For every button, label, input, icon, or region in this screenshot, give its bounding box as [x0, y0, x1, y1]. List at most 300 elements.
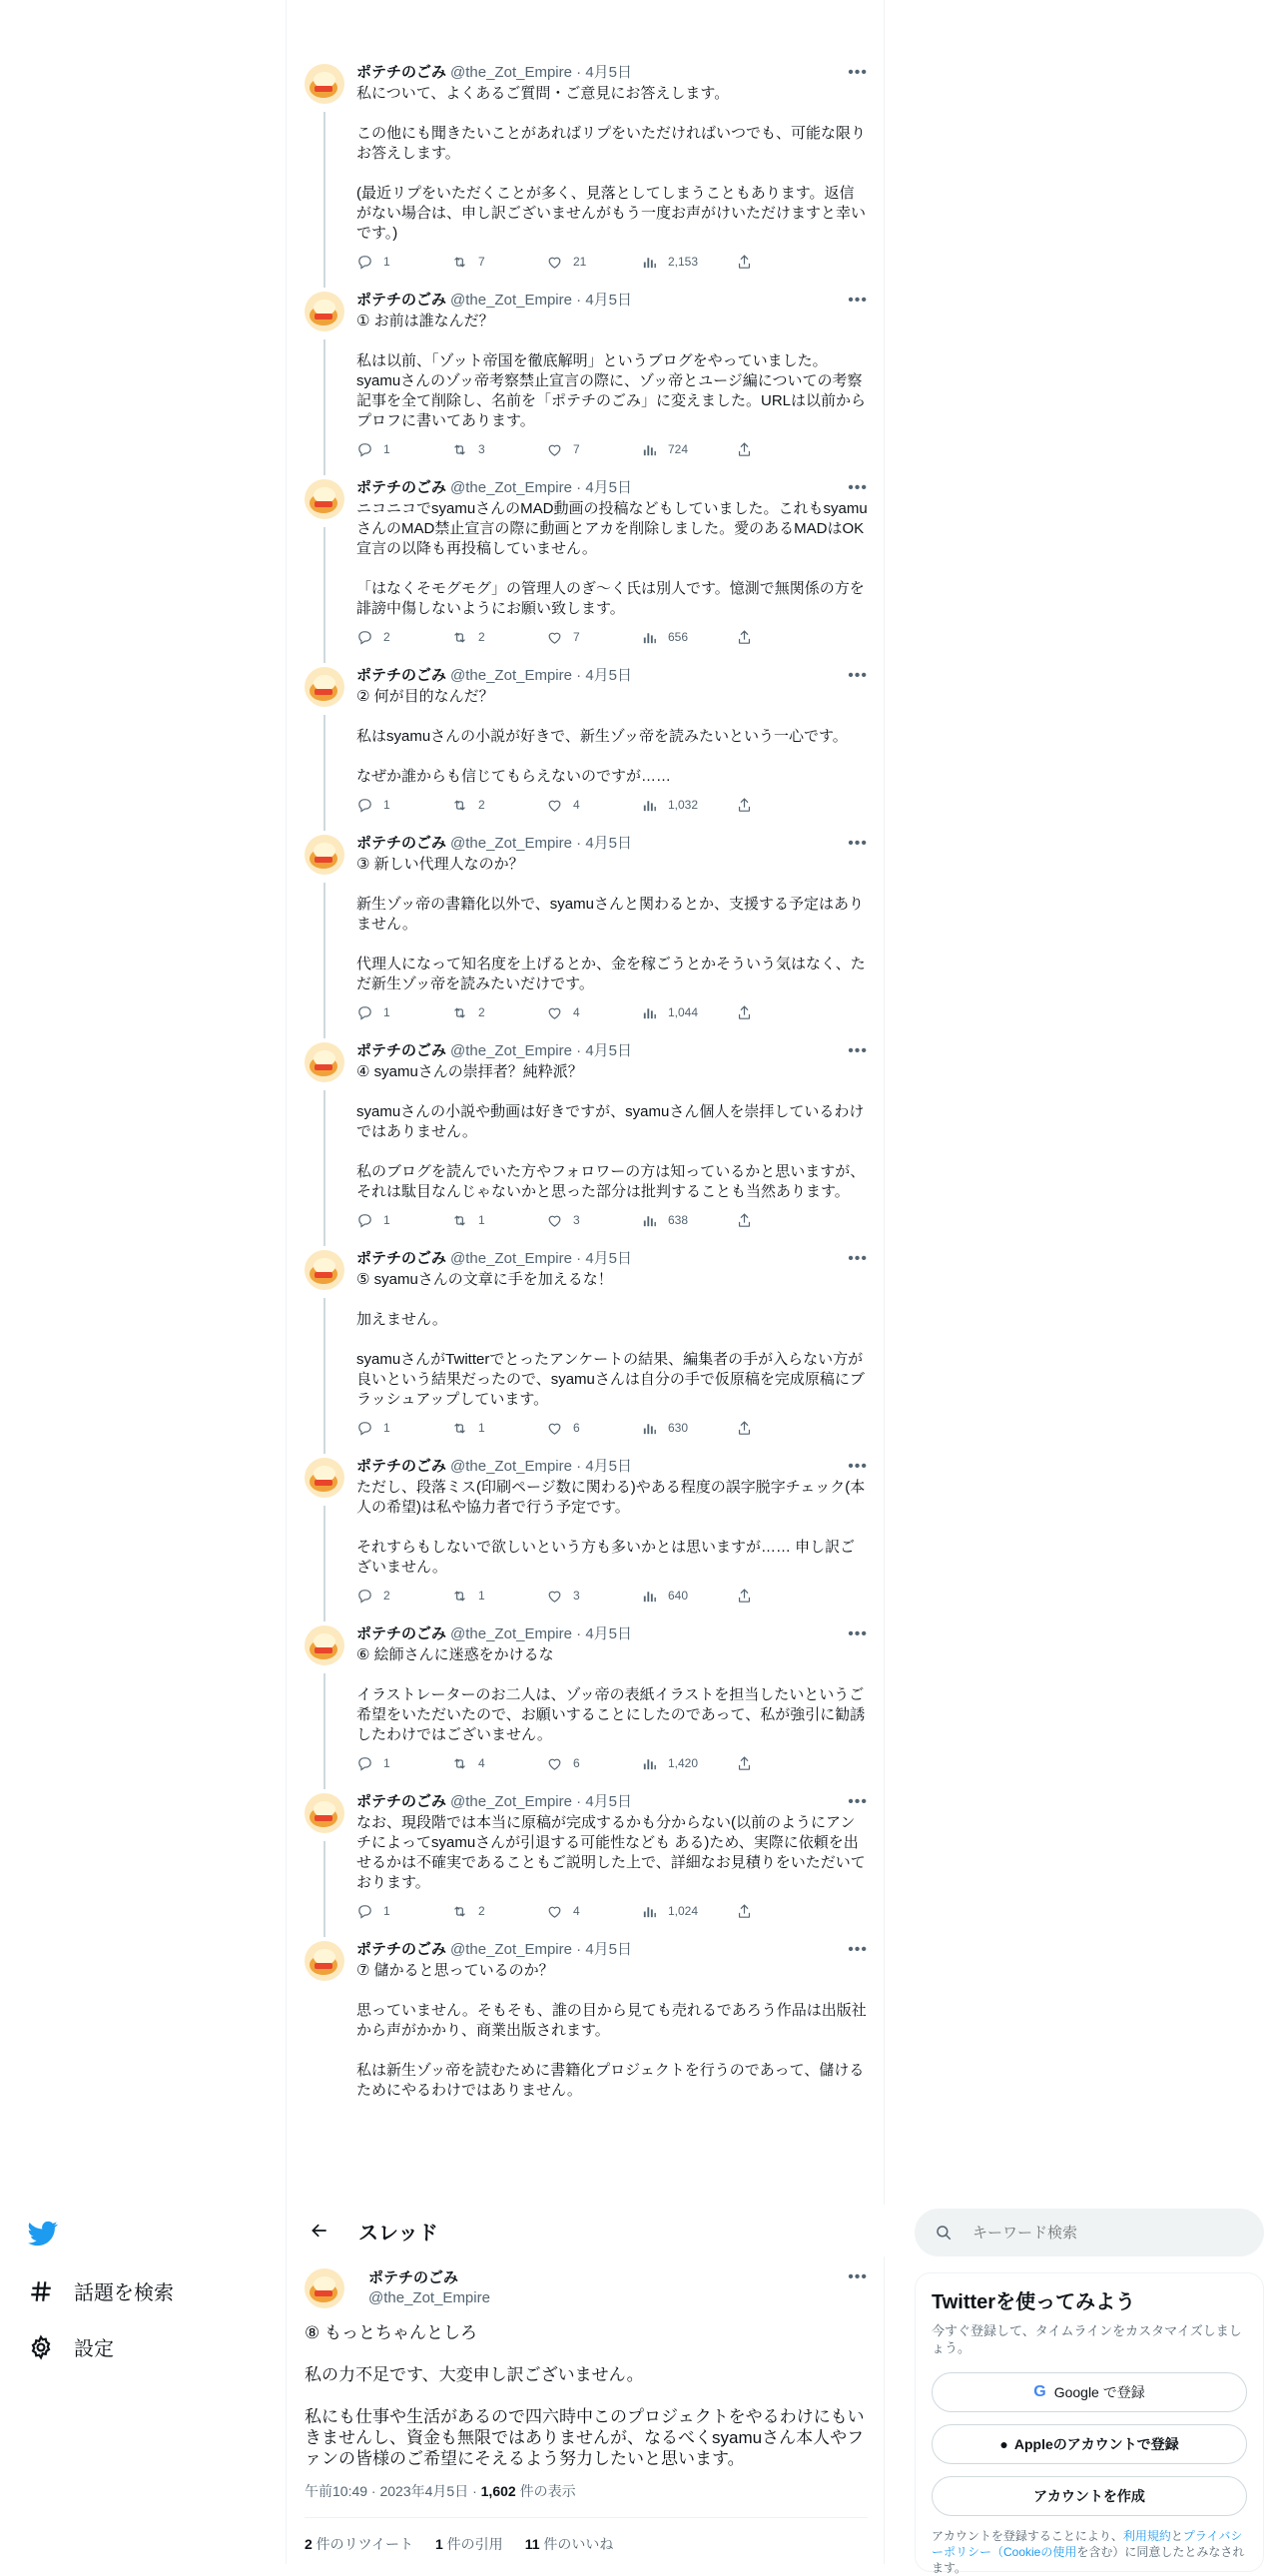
author-handle[interactable]: @the_Zot_Empire: [450, 292, 572, 309]
tweet-text: ⑧ もっとちゃんとしろ 私の力不足です、大変申し訳ございません。 私にも仕事や生活があるので四六時中このプロジェクトをやるわけにもいきませんし、資金も無限ではありませんが、なるべくsyamuさん本人やファンの皆様のご希望にそえるよう努力したいと思います。: [305, 2323, 865, 2468]
thread-connector: [323, 1506, 325, 1621]
tweet-text: ③ 新しい代理人なのか？ 新生ゾッ帝の書籍化以外で、syamuさんと関わるとか、支援する予定はありません。 代理人になって知名度を上げるとか、金を稼ごうとかそういう気はなく、ただ新生ゾッ帝を読みたいだけです。: [356, 856, 866, 992]
view-count: 724: [668, 442, 689, 456]
tweet-text: ニコニコでsyamuさんのMAD動画の投稿などもしていました。これもsyamuさんのMAD禁止宣言の際に動画とアカを削除しました。愛のあるMADはOK宣言の以降も再投稿していません。 「はなくそモグモグ」の管理人のぎ～く氏は別人です。憶測で無関係の方を誹謗中傷しないようにお願い致します。: [356, 500, 868, 617]
tweet-text: ② 何が目的なんだ？ 私はsyamuさんの小説が好きで、新生ゾッ帝を読みたいという一心です。 なぜか誰からも信じてもらえないのですが……: [356, 688, 848, 785]
reply-icon: [356, 1755, 373, 1772]
avatar[interactable]: [305, 1250, 344, 1290]
analytics-icon: [641, 441, 658, 458]
share-icon: [736, 1004, 753, 1021]
tweet[interactable]: [287, 280, 886, 467]
reply-count: 1: [383, 1213, 390, 1227]
reply-button[interactable]: [356, 1004, 451, 1021]
reply-button[interactable]: [356, 1420, 451, 1437]
tweet[interactable]: [287, 52, 886, 280]
google-icon: G: [1033, 2383, 1046, 2400]
tweet-text: ただし、段落ミス(印刷ページ数に関わる)やある程度の誤字脱字チェック(本人の希望)は私や協力者で行う予定です。 それすらもしないで欲しいという方も多いかとは思いますが…… 申し訳ございません。: [356, 1479, 866, 1576]
retweet-count: 1: [478, 1213, 485, 1227]
share-button[interactable]: [736, 1004, 776, 1021]
reply-count: 2: [383, 1589, 390, 1603]
author-handle[interactable]: @the_Zot_Empire: [450, 1042, 572, 1059]
share-icon: [736, 1755, 753, 1772]
tweet-date[interactable]: 4月5日: [585, 64, 632, 81]
view-count: 2,153: [668, 255, 699, 269]
tweet[interactable]: [287, 1238, 886, 1446]
author-name[interactable]: ポテチのごみ: [356, 1458, 447, 1475]
analytics-icon: [641, 1755, 658, 1772]
share-icon: [736, 629, 753, 646]
like-button[interactable]: [546, 1212, 641, 1229]
thread-header: [287, 2205, 886, 2256]
like-count: 7: [573, 442, 580, 456]
avatar-image: [305, 1042, 344, 1082]
quotes-label: 件の引用: [442, 2536, 503, 2552]
gear-icon: [28, 2334, 54, 2360]
reply-icon: [356, 1903, 373, 1920]
author-name[interactable]: ポテチのごみ: [356, 479, 447, 496]
views-button[interactable]: [641, 797, 736, 814]
retweet-button[interactable]: [451, 1004, 546, 1021]
reply-button[interactable]: [356, 1212, 451, 1229]
author-handle[interactable]: @the_Zot_Empire: [368, 2289, 490, 2306]
heart-icon: [546, 1212, 563, 1229]
nav-explore[interactable]: [28, 2276, 174, 2305]
tweet-text: ⑦ 儲かると思っているのか？ 思っていません。そもそも、誰の目から見ても売れるであろう作品は出版社から声がかかり、商業出版されます。 私は新生ゾッ帝を読むために書籍化プロジェクトを行うのであって、儲けるためにやるわけではありません。: [356, 1962, 867, 2099]
retweet-button[interactable]: [451, 441, 546, 458]
share-button[interactable]: [736, 1212, 776, 1229]
apple-icon: ●: [999, 2436, 1008, 2452]
more-icon[interactable]: •••: [848, 2268, 868, 2285]
author-name[interactable]: ポテチのごみ: [356, 1793, 447, 1810]
dot-separator: ·: [571, 1793, 586, 1810]
like-button[interactable]: [546, 797, 641, 814]
like-button[interactable]: [546, 1755, 641, 1772]
retweets-count: 2: [305, 2536, 313, 2552]
tweet-date[interactable]: 4月5日: [585, 667, 632, 684]
apple-signup-label: Appleのアカウントで登録: [1013, 2436, 1179, 2452]
author-handle[interactable]: @the_Zot_Empire: [450, 667, 572, 684]
share-button[interactable]: [736, 254, 776, 271]
heart-icon: [546, 254, 563, 271]
time-text[interactable]: 午前10:49 · 2023年4月5日 ·: [305, 2483, 481, 2499]
tweet-text: ⑥ 絵師さんに迷惑をかけるな イラストレーターのお二人は、ゾッ帝の表紙イラストを担当したいというご希望をいただいたので、お願いすることにしたのであって、私が強引に勧誘したわけではございません。: [356, 1646, 866, 1743]
thread-connector: [323, 339, 325, 475]
retweet-icon: [451, 1420, 468, 1437]
tweet-actions: [356, 1901, 868, 1921]
heart-icon: [546, 441, 563, 458]
reply-count: 1: [383, 1421, 390, 1435]
thread-connector: [323, 883, 325, 1038]
create-account-button[interactable]: [932, 2476, 1247, 2516]
retweet-button[interactable]: [451, 797, 546, 814]
retweet-icon: [451, 1588, 468, 1605]
retweet-icon: [451, 629, 468, 646]
apple-signup-button[interactable]: [932, 2424, 1247, 2464]
heart-icon: [546, 1903, 563, 1920]
reply-icon: [356, 1212, 373, 1229]
more-icon[interactable]: •••: [848, 1250, 868, 1267]
thread-list: [287, 52, 886, 2205]
view-count: 1,032: [668, 798, 699, 812]
twitter-bird-icon[interactable]: [28, 2219, 58, 2249]
author-handle[interactable]: @the_Zot_Empire: [450, 1793, 572, 1810]
retweet-count: 4: [478, 1756, 485, 1770]
retweet-button[interactable]: [451, 1212, 546, 1229]
tweet-actions: [356, 1586, 868, 1606]
terms-mid: と: [1170, 2529, 1183, 2543]
avatar-image: [305, 2268, 344, 2308]
author-handle[interactable]: @the_Zot_Empire: [450, 1941, 572, 1958]
share-button[interactable]: [736, 441, 776, 458]
share-icon: [736, 1212, 753, 1229]
avatar-image: [305, 667, 344, 707]
dot-separator: ·: [571, 64, 586, 81]
retweet-button[interactable]: [451, 254, 546, 271]
like-count: 3: [573, 1589, 580, 1603]
views-button[interactable]: [641, 1755, 736, 1772]
view-count: 630: [668, 1421, 689, 1435]
avatar-image: [305, 292, 344, 331]
share-button[interactable]: [736, 797, 776, 814]
avatar[interactable]: [305, 1458, 344, 1498]
views-button[interactable]: [641, 1004, 736, 1021]
tweet-actions: [356, 1418, 868, 1438]
right-sidebar: [915, 2205, 1264, 2575]
more-icon[interactable]: •••: [848, 479, 868, 496]
terms-link[interactable]: 利用規約: [1122, 2529, 1171, 2543]
tweet[interactable]: [287, 655, 886, 823]
nav-explore-label: 話題を検索: [74, 2282, 174, 2304]
like-button[interactable]: [546, 1004, 641, 1021]
avatar[interactable]: [305, 667, 344, 707]
heart-icon: [546, 1420, 563, 1437]
analytics-icon: [641, 629, 658, 646]
reply-count: 1: [383, 1005, 390, 1019]
reply-button[interactable]: [356, 1903, 451, 1920]
tweet[interactable]: [287, 467, 886, 655]
author-name[interactable]: ポテチのごみ: [356, 1941, 447, 1958]
analytics-icon: [641, 254, 658, 271]
thread-connector: [323, 527, 325, 663]
heart-icon: [546, 797, 563, 814]
author-name[interactable]: ポテチのごみ: [356, 667, 447, 684]
tweet-date[interactable]: 4月5日: [585, 292, 632, 309]
tweet[interactable]: [287, 1781, 886, 1929]
center-column: [286, 0, 885, 2564]
author-name[interactable]: ポテチのごみ: [368, 2269, 459, 2286]
author-name[interactable]: ポテチのごみ: [356, 835, 447, 852]
tweet-timestamp: [305, 2481, 868, 2501]
tweet[interactable]: [287, 1446, 886, 1613]
nav-settings-label: 設定: [74, 2338, 114, 2360]
tweet-actions: [356, 1210, 868, 1230]
dot-separator: ·: [571, 292, 586, 309]
reply-button[interactable]: [356, 629, 451, 646]
likes-stat[interactable]: [525, 2534, 614, 2554]
author-name[interactable]: ポテチのごみ: [356, 64, 447, 81]
reply-button[interactable]: [356, 254, 451, 271]
analytics-icon: [641, 1420, 658, 1437]
share-button[interactable]: [736, 1420, 776, 1437]
more-icon[interactable]: •••: [848, 835, 868, 852]
dot-separator: ·: [571, 667, 586, 684]
analytics-icon: [641, 797, 658, 814]
tweet-date[interactable]: 4月5日: [585, 1793, 632, 1810]
avatar-image: [305, 1941, 344, 1981]
dot-separator: ·: [571, 835, 586, 852]
retweet-icon: [451, 1212, 468, 1229]
heart-icon: [546, 629, 563, 646]
author-handle[interactable]: @the_Zot_Empire: [450, 1250, 572, 1267]
like-count: 21: [573, 255, 587, 269]
retweet-count: 7: [478, 255, 485, 269]
like-button[interactable]: [546, 254, 641, 271]
tweet-actions: [356, 795, 868, 815]
avatar[interactable]: [305, 64, 344, 104]
tweet-date[interactable]: 4月5日: [585, 1941, 632, 1958]
terms-post: を含む）に同意したとみなされます。: [932, 2545, 1245, 2575]
privacy-link[interactable]: プライバシーポリシー（Cookieの使用: [932, 2529, 1243, 2559]
author-handle[interactable]: @the_Zot_Empire: [450, 1625, 572, 1642]
heart-icon: [546, 1588, 563, 1605]
heart-icon: [546, 1755, 563, 1772]
tweet[interactable]: [287, 1613, 886, 1781]
dot-separator: ·: [571, 1250, 586, 1267]
thread-connector: [323, 1090, 325, 1246]
reply-count: 1: [383, 1904, 390, 1918]
signup-subtitle: 今すぐ登録して、タイムラインをカスタマイズしましょう。: [932, 2323, 1242, 2355]
avatar[interactable]: [305, 1793, 344, 1833]
views-button[interactable]: [641, 254, 736, 271]
view-count: 638: [668, 1213, 689, 1227]
more-icon[interactable]: •••: [848, 292, 868, 309]
more-icon[interactable]: •••: [848, 1042, 868, 1059]
avatar-image: [305, 479, 344, 519]
thread-connector: [323, 715, 325, 831]
signup-panel: [915, 2272, 1264, 2575]
avatar-image: [305, 1793, 344, 1833]
tweet-text: 私について、よくあるご質問・ご意見にお答えします。 この他にも聞きたいことがあればリプをいただければいつでも、可能な限りお答えします。 (最近リプをいただくことが多く、見落としてしまうこともあります。返信がない場合は、申し訳ございませんがもう一度お声がけいただけますと幸いです。): [356, 85, 867, 242]
more-icon[interactable]: •••: [848, 1793, 868, 1810]
avatar[interactable]: [305, 292, 344, 331]
nav-settings[interactable]: [28, 2332, 114, 2361]
views-count: 1,602: [480, 2483, 516, 2499]
view-count: 656: [668, 630, 689, 644]
retweet-button[interactable]: [451, 1588, 546, 1605]
tweet[interactable]: [287, 823, 886, 1030]
views-button[interactable]: [641, 1588, 736, 1605]
retweet-icon: [451, 1903, 468, 1920]
more-icon[interactable]: •••: [848, 1458, 868, 1475]
share-button[interactable]: [736, 629, 776, 646]
reply-icon: [356, 1588, 373, 1605]
tweet-text: ④ syamuさんの崇拝者？純粋派？ syamuさんの小説や動画は好きですが、syamuさん個人を崇拝しているわけではありません。 私のブログを読んでいた方やフォロワーの方は知っているかと思いますが、それは駄目なんじゃないかと思った部分は批判することも当然あります。: [356, 1063, 866, 1200]
author-handle[interactable]: @the_Zot_Empire: [450, 835, 572, 852]
like-button[interactable]: [546, 1903, 641, 1920]
reply-count: 1: [383, 1756, 390, 1770]
more-icon[interactable]: •••: [848, 1625, 868, 1642]
avatar[interactable]: [305, 1042, 344, 1082]
tweet-actions: [356, 627, 868, 647]
share-icon: [736, 1420, 753, 1437]
tweet-date[interactable]: 4月5日: [585, 1625, 632, 1642]
quotes-stat[interactable]: [435, 2534, 503, 2554]
more-icon[interactable]: •••: [848, 64, 868, 81]
view-count: 1,024: [668, 1904, 699, 1918]
like-button[interactable]: [546, 1420, 641, 1437]
search-input[interactable]: [972, 2225, 1212, 2242]
reply-icon: [356, 254, 373, 271]
views-button[interactable]: [641, 629, 736, 646]
dot-separator: ·: [571, 479, 586, 496]
avatar[interactable]: [305, 1941, 344, 1981]
reply-icon: [356, 1004, 373, 1021]
avatar[interactable]: [305, 1625, 344, 1665]
arrow-left-icon: [310, 2221, 329, 2241]
analytics-icon: [641, 1588, 658, 1605]
dot-separator: ·: [571, 1941, 586, 1958]
tweet-date[interactable]: 4月5日: [585, 835, 632, 852]
reply-button[interactable]: [356, 1588, 451, 1605]
likes-count: 11: [524, 2536, 540, 2552]
signup-title: Twitterを使ってみよう: [932, 2291, 1136, 2313]
like-count: 6: [573, 1756, 580, 1770]
tweet-actions: [356, 1002, 868, 1022]
avatar[interactable]: [305, 2268, 344, 2308]
dot-separator: ·: [571, 1625, 586, 1642]
dot-separator: ·: [571, 1458, 586, 1475]
views-button[interactable]: [641, 1420, 736, 1437]
retweet-button[interactable]: [451, 629, 546, 646]
tweet-text: なお、現段階では本当に原稿が完成するかも分からない(以前のようにアンチによってsyamuさんが引退する可能性なども ある)ため、実際に依頼を出せるかは不確実であることもご説明した上で、詳細なお見積りをいただいております。: [356, 1814, 866, 1891]
views-button[interactable]: [641, 1212, 736, 1229]
retweet-icon: [451, 1004, 468, 1021]
retweet-count: 3: [478, 442, 485, 456]
avatar[interactable]: [305, 835, 344, 875]
back-button[interactable]: [303, 2214, 336, 2248]
like-count: 3: [573, 1213, 580, 1227]
author-handle[interactable]: @the_Zot_Empire: [450, 479, 572, 496]
retweet-button[interactable]: [451, 1903, 546, 1920]
tweet[interactable]: [287, 1929, 886, 2109]
views-button[interactable]: [641, 441, 736, 458]
tweet-actions: [356, 252, 868, 272]
author-handle[interactable]: @the_Zot_Empire: [450, 1458, 572, 1475]
share-icon: [736, 254, 753, 271]
tweet-date[interactable]: 4月5日: [585, 479, 632, 496]
analytics-icon: [641, 1212, 658, 1229]
like-button[interactable]: [546, 1588, 641, 1605]
author-name[interactable]: ポテチのごみ: [356, 1625, 447, 1642]
author-name[interactable]: ポテチのごみ: [356, 1042, 447, 1059]
retweets-stat[interactable]: [305, 2534, 413, 2554]
retweet-button[interactable]: [451, 1755, 546, 1772]
tweet-actions: [356, 439, 868, 459]
avatar-image: [305, 1458, 344, 1498]
like-count: 4: [573, 798, 580, 812]
analytics-icon: [641, 1903, 658, 1920]
reply-button[interactable]: [356, 1755, 451, 1772]
create-account-label: アカウントを作成: [1033, 2488, 1145, 2504]
retweet-icon: [451, 1755, 468, 1772]
retweet-count: 1: [478, 1421, 485, 1435]
like-button[interactable]: [546, 441, 641, 458]
avatar-image: [305, 1250, 344, 1290]
reply-button[interactable]: [356, 797, 451, 814]
tweet-date[interactable]: 4月5日: [585, 1042, 632, 1059]
more-icon[interactable]: •••: [848, 667, 868, 684]
reply-icon: [356, 441, 373, 458]
thread-connector: [323, 1673, 325, 1789]
share-button[interactable]: [736, 1755, 776, 1772]
avatar-image: [305, 64, 344, 104]
retweet-icon: [451, 441, 468, 458]
terms-pre: アカウントを登録することにより、: [932, 2529, 1123, 2543]
thread-connector: [323, 112, 325, 288]
reply-icon: [356, 797, 373, 814]
signup-terms: [932, 2528, 1247, 2576]
view-count: 640: [668, 1589, 689, 1603]
tweet-stats: [305, 2517, 868, 2554]
tweet-actions: [356, 1753, 868, 1773]
reply-button[interactable]: [356, 441, 451, 458]
views-button[interactable]: [641, 1903, 736, 1920]
retweet-count: 2: [478, 798, 485, 812]
tweet-text: ⑤ syamuさんの文章に手を加えるな！ 加えません。 syamuさんがTwitterでとったアンケートの結果、編集者の手が入らない方が良いという結果だったので、syamuさんは自分の手で仮原稿を完成原稿にブラッシュアップしています。: [356, 1271, 865, 1408]
retweet-count: 1: [478, 1589, 485, 1603]
share-button[interactable]: [736, 1903, 776, 1920]
retweet-count: 2: [478, 630, 485, 644]
thread-connector: [323, 1298, 325, 1454]
author-name[interactable]: ポテチのごみ: [356, 1250, 447, 1267]
reply-count: 2: [383, 630, 390, 644]
tweet-date[interactable]: 4月5日: [585, 1458, 632, 1475]
like-count: 4: [573, 1005, 580, 1019]
share-button[interactable]: [736, 1588, 776, 1605]
retweet-count: 2: [478, 1904, 485, 1918]
author-handle[interactable]: @the_Zot_Empire: [450, 64, 572, 81]
more-icon[interactable]: •••: [848, 1941, 868, 1958]
dot-separator: ·: [571, 1042, 586, 1059]
like-count: 7: [573, 630, 580, 644]
author-name[interactable]: ポテチのごみ: [356, 292, 447, 309]
tweet-text: ① お前は誰なんだ？ 私は以前、「ゾット帝国を徹底解明」というブログをやっていました。syamuさんのゾッ帝考察禁止宣言の際に、ゾッ帝とユージ編についての考察記事を全て削除し、名前を「ポテチのごみ」に変えました。URLは以前からプロフに書いてあります。: [356, 313, 867, 429]
avatar[interactable]: [305, 479, 344, 519]
tweet[interactable]: [287, 1030, 886, 1238]
retweets-label: 件のリツイート: [312, 2536, 413, 2552]
reply-icon: [356, 1420, 373, 1437]
thread-connector: [323, 1841, 325, 1937]
reply-icon: [356, 629, 373, 646]
reply-count: 1: [383, 442, 390, 456]
tweet-date[interactable]: 4月5日: [585, 1250, 632, 1267]
like-count: 6: [573, 1421, 580, 1435]
share-icon: [736, 797, 753, 814]
analytics-icon: [641, 1004, 658, 1021]
retweet-button[interactable]: [451, 1420, 546, 1437]
share-icon: [736, 1588, 753, 1605]
like-button[interactable]: [546, 629, 641, 646]
views-label: 件の表示: [515, 2483, 576, 2499]
page-title: スレッド: [358, 2222, 438, 2245]
retweet-icon: [451, 254, 468, 271]
search-box[interactable]: [915, 2209, 1264, 2256]
quotes-count: 1: [435, 2536, 443, 2552]
retweet-count: 2: [478, 1005, 485, 1019]
google-signup-button[interactable]: [932, 2372, 1247, 2412]
search-icon: [935, 2224, 953, 2242]
avatar-image: [305, 835, 344, 875]
